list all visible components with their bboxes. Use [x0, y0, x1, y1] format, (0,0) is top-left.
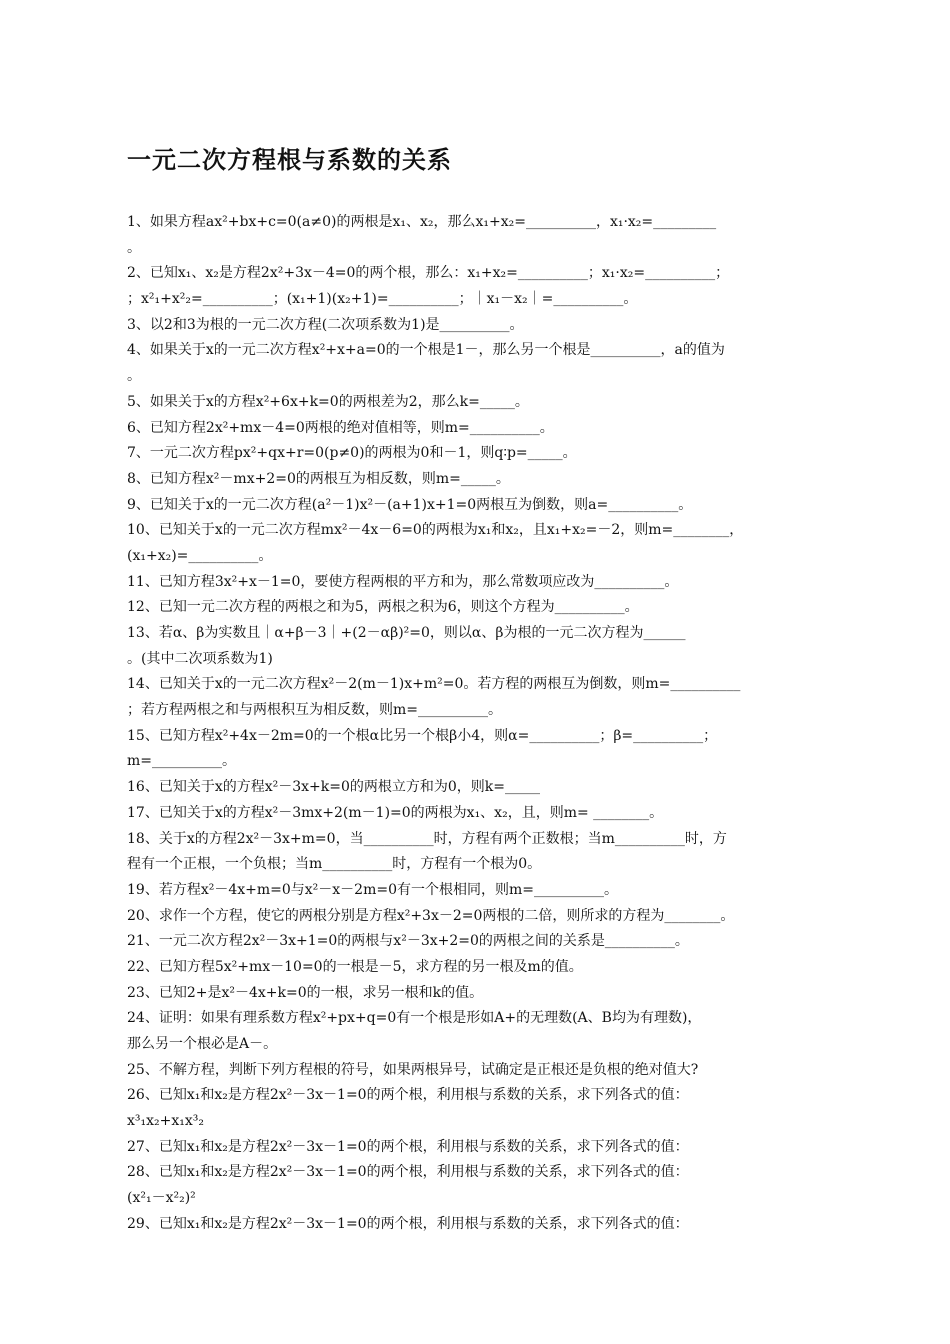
problem-line: ；x²₁+x²₂=__________；(x₁+1)(x₂+1)=__________；｜x₁－x₂｜=__________。	[127, 291, 638, 308]
problem-line: 21、一元二次方程2x²－3x+1=0的两根与x²－3x+2=0的两根之间的关系是__________。	[127, 933, 689, 950]
problem-line: 1、如果方程ax²+bx+c=0(a≠0)的两根是x₁、x₂，那么x₁+x₂=__________，x₁·x₂=_________	[127, 214, 717, 230]
problem-line: 7、一元二次方程px²+qx+r=0(p≠0)的两根为0和－1，则q∶p=_____。	[127, 445, 577, 462]
problem-line: 24、证明：如果有理系数方程x²+px+q=0有一个根是形如A+的无理数(A、B均为有理数)，	[127, 1010, 702, 1027]
problem-line: 。(其中二次项系数为1)	[127, 650, 273, 667]
problem-line: 那么另一个根必是A－。	[127, 1036, 278, 1052]
problem-line: 28、已知x₁和x₂是方程2x²－3x－1=0的两个根，利用根与系数的关系，求下列各式的值：	[127, 1164, 689, 1181]
problem-line: (x²₁－x²₂)²	[127, 1190, 196, 1207]
page-title: 一元二次方程根与系数的关系	[127, 146, 452, 174]
problem-line: 16、已知关于x的方程x²－3x+k=0的两根立方和为0，则k=_____	[127, 779, 540, 796]
problem-line: 22、已知方程5x²+mx－10=0的一根是－5，求方程的另一根及m的值。	[127, 958, 583, 975]
problem-line: 13、若α、β为实数且｜α+β－3｜+(2－αβ)²=0，则以α、β为根的一元二次方程为______	[127, 625, 686, 641]
problem-line: ；若方程两根之和与两根积互为相反数，则m=__________。	[127, 702, 503, 719]
problem-line: 2、已知x₁、x₂是方程2x²+3x－4=0的两个根，那么：x₁+x₂=__________；x₁·x₂=__________；	[127, 265, 730, 282]
problem-line: 18、关于x的方程2x²－3x+m=0，当__________时，方程有两个正数根；当m__________时，方	[127, 830, 727, 847]
problem-line: 。	[127, 368, 141, 385]
problem-line: 。	[127, 239, 141, 256]
problem-line: 程有一个正根，一个负根；当m__________时，方程有一个根为0。	[127, 856, 542, 873]
problem-line: 12、已知一元二次方程的两根之和为5，两根之积为6，则这个方程为__________。	[127, 599, 639, 616]
problem-line: 11、已知方程3x²+x－1=0，要使方程两根的平方和为，那么常数项应改为__________。	[127, 573, 679, 590]
problem-line: 17、已知关于x的方程x²－3mx+2(m－1)=0的两根为x₁、x₂，且，则m= ________。	[127, 804, 664, 821]
problem-line: 25、不解方程，判断下列方程根的符号，如果两根异号，试确定是正根还是负根的绝对值大?	[127, 1061, 699, 1078]
problem-line: (x₁+x₂)=__________。	[127, 547, 273, 564]
problem-line: 26、已知x₁和x₂是方程2x²－3x－1=0的两个根，利用根与系数的关系，求下列各式的值：	[127, 1087, 689, 1104]
problem-line: m=__________。	[127, 753, 237, 770]
problem-line: 10、已知关于x的一元二次方程mx²－4x－6=0的两根为x₁和x₂，且x₁+x₂=－2，则m=________，	[127, 522, 744, 539]
problem-line: 4、如果关于x的一元二次方程x²+x+a=0的一个根是1－，那么另一个根是__________，a的值为	[127, 342, 725, 359]
problem-line: 15、已知方程x²+4x－2m=0的一个根α比另一个根β小4，则α=__________；β=__________；	[127, 727, 718, 744]
problem-line: 8、已知方程x²－mx+2=0的两根互为相反数，则m=_____。	[127, 470, 510, 487]
problem-line: 29、已知x₁和x₂是方程2x²－3x－1=0的两个根，利用根与系数的关系，求下列各式的值：	[127, 1215, 689, 1232]
problem-line: 9、已知关于x的一元二次方程(a²－1)x²－(a+1)x+1=0两根互为倒数，则a=__________。	[127, 496, 693, 513]
problem-line: 6、已知方程2x²+mx－4=0两根的绝对值相等，则m=__________。	[127, 419, 554, 436]
problem-line: 19、若方程x²－4x+m=0与x²－x－2m=0有一个根相同，则m=__________。	[127, 881, 618, 898]
problem-line: 14、已知关于x的一元二次方程x²－2(m－1)x+m²=0。若方程的两根互为倒数，则m=__________	[127, 676, 741, 693]
problem-list	[127, 210, 827, 1238]
problem-line: 5、如果关于x的方程x²+6x+k=0的两根差为2，那么k=_____。	[127, 393, 529, 410]
problem-line: 3、以2和3为根的一元二次方程(二次项系数为1)是__________。	[127, 316, 524, 333]
problem-line: x³₁x₂+x₁x³₂	[127, 1113, 204, 1130]
problem-line: 23、已知2+是x²－4x+k=0的一根，求另一根和k的值。	[127, 984, 484, 1001]
problem-line: 27、已知x₁和x₂是方程2x²－3x－1=0的两个根，利用根与系数的关系，求下列各式的值：	[127, 1138, 689, 1155]
problem-line: 20、求作一个方程，使它的两根分别是方程x²+3x－2=0两根的二倍，则所求的方程为________。	[127, 907, 735, 924]
